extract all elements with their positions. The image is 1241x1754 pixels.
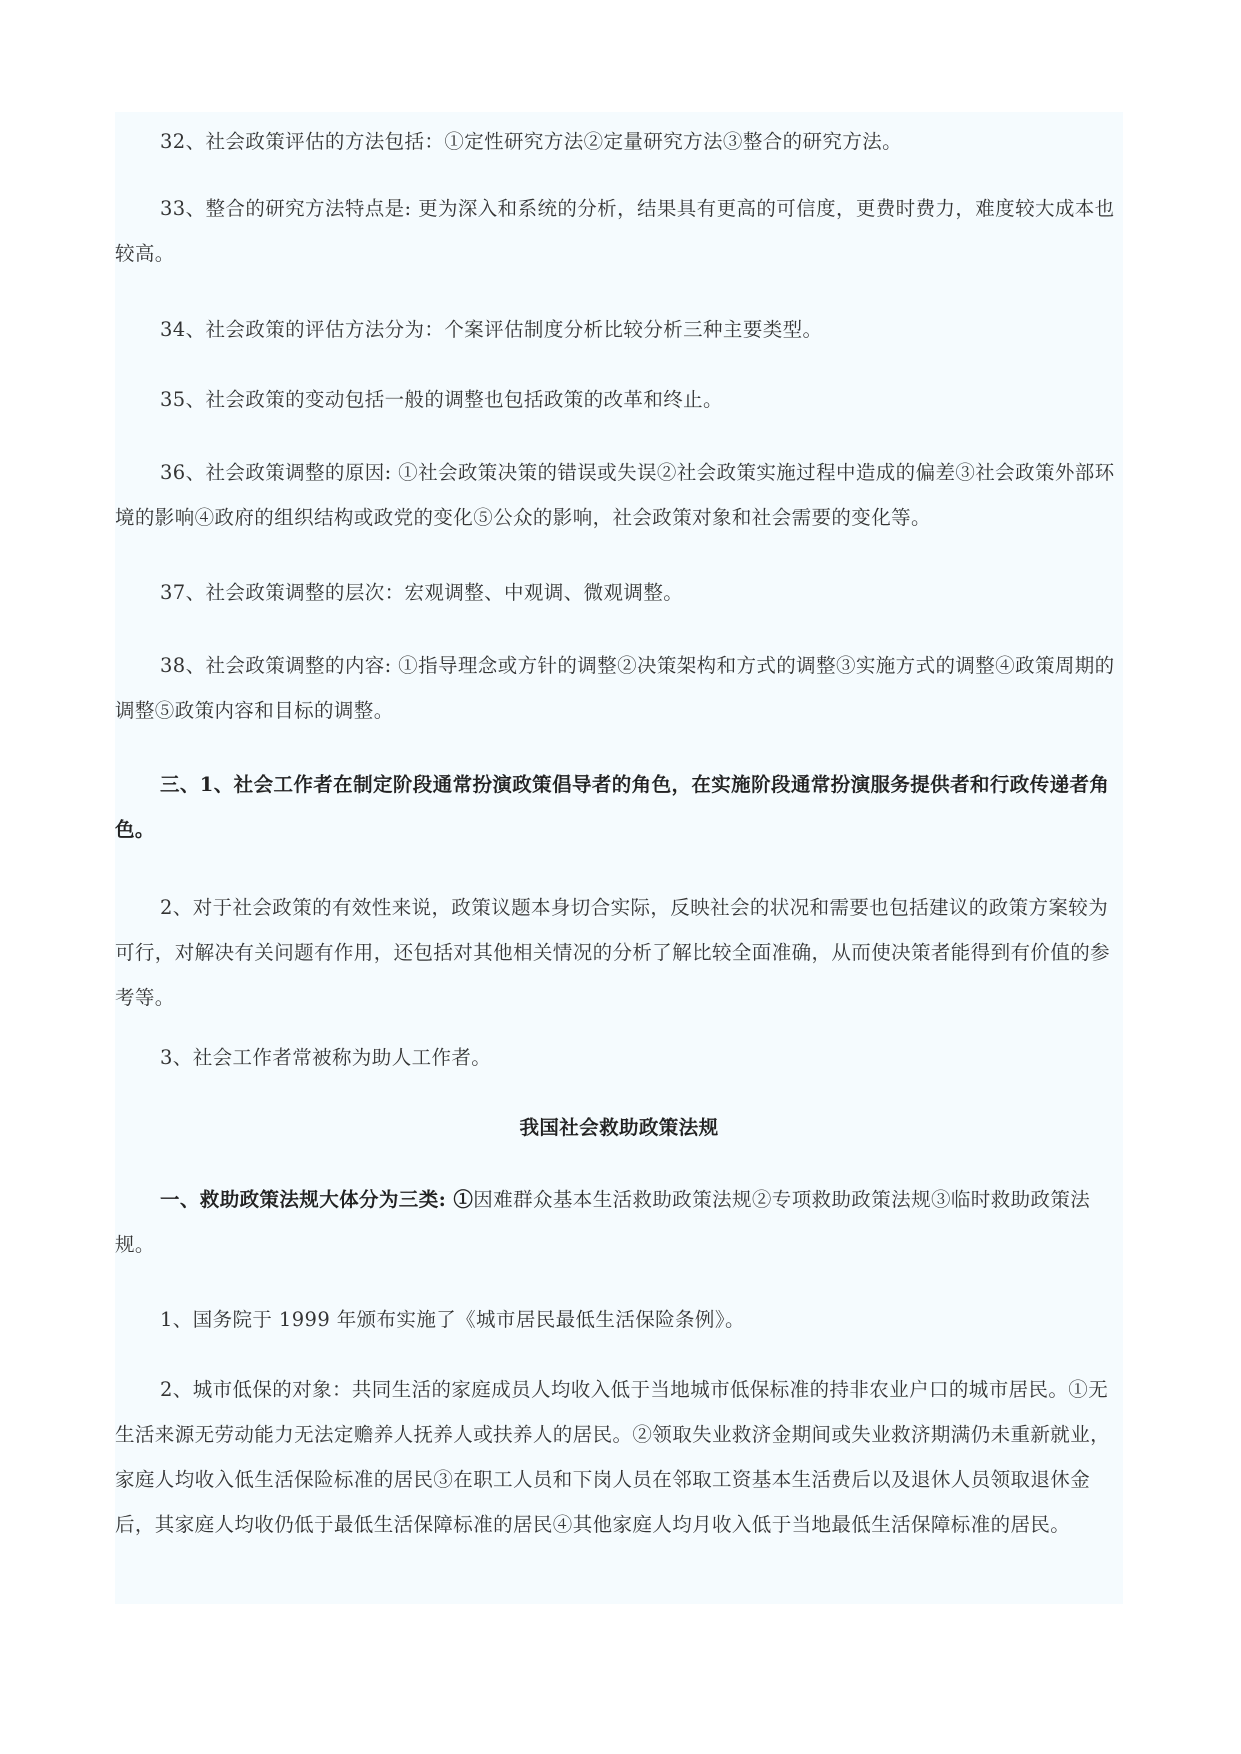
relief-categories-paragraph bbox=[115, 1177, 1123, 1267]
section-three-paragraph-1: 三、1、社会工作者在制定阶段通常扮演政策倡导者的角色，在实施阶段通常扮演服务提供者和行政传递者角色。 bbox=[115, 773, 1110, 841]
paragraph-37: 37、社会政策调整的层次：宏观调整、中观调、微观调整。 bbox=[160, 581, 684, 604]
paragraph-34: 34、社会政策的评估方法分为：个案评估制度分析比较分析三种主要类型。 bbox=[160, 318, 823, 341]
paragraph-35: 35、社会政策的变动包括一般的调整也包括政策的改革和终止。 bbox=[160, 388, 723, 411]
section-three-paragraph-2: 2、对于社会政策的有效性来说，政策议题本身切合实际，反映社会的状况和需要也包括建议的政策方案较为可行，对解决有关问题有作用，还包括对其他相关情况的分析了解比较全面准确，从而使决策者能得到有价值的参考等。 bbox=[115, 896, 1111, 1009]
paragraph-38: 38、社会政策调整的内容: ①指导理念或方针的调整②决策架构和方式的调整③实施方式的调整④政策周期的调整⑤政策内容和目标的调整。 bbox=[115, 654, 1115, 722]
relief-item-1: 1、国务院于 1999 年颁布实施了《城市居民最低生活保险条例》。 bbox=[160, 1308, 745, 1331]
paragraph-32: 32、社会政策评估的方法包括：①定性研究方法②定量研究方法③整合的研究方法。 bbox=[160, 130, 903, 153]
paragraph-36: 36、社会政策调整的原因: ①社会政策决策的错误或失误②社会政策实施过程中造成的偏差③社会政策外部环境的影响④政府的组织结构或政党的变化⑤公众的影响，社会政策对象和社会需要的变化等。 bbox=[115, 461, 1115, 529]
section-three-paragraph-3: 3、社会工作者常被称为助人工作者。 bbox=[160, 1046, 492, 1069]
relief-categories-lead: 一、救助政策法规大体分为三类: ① bbox=[160, 1188, 474, 1211]
paragraph-33: 33、整合的研究方法特点是: 更为深入和系统的分析，结果具有更高的可信度，更费时费力，难度较大成本也较高。 bbox=[115, 197, 1115, 265]
relief-categories-text: 因难群众基本生活救助政策法规②专项救助政策法规③临时救助政策法规。 bbox=[115, 1188, 1091, 1256]
section-heading: 我国社会救助政策法规 bbox=[519, 1116, 719, 1139]
relief-item-2: 2、城市低保的对象：共同生活的家庭成员人均收入低于当地城市低保标准的持非农业户口的城市居民。①无生活来源无劳动能力无法定赡养人抚养人或扶养人的居民。②领取失业救济金期间或失业救济期满仍未重新就业，家庭人均收入低生活保险标准的居民③在职工人员和下岗人员在邻取工资基本生活费后以及退休人员领取退休金后，其家庭人均收仍低于最低生活保障标准的居民④其他家庭人均月收入低于当地最低生活保障标准的居民。 bbox=[115, 1378, 1111, 1536]
